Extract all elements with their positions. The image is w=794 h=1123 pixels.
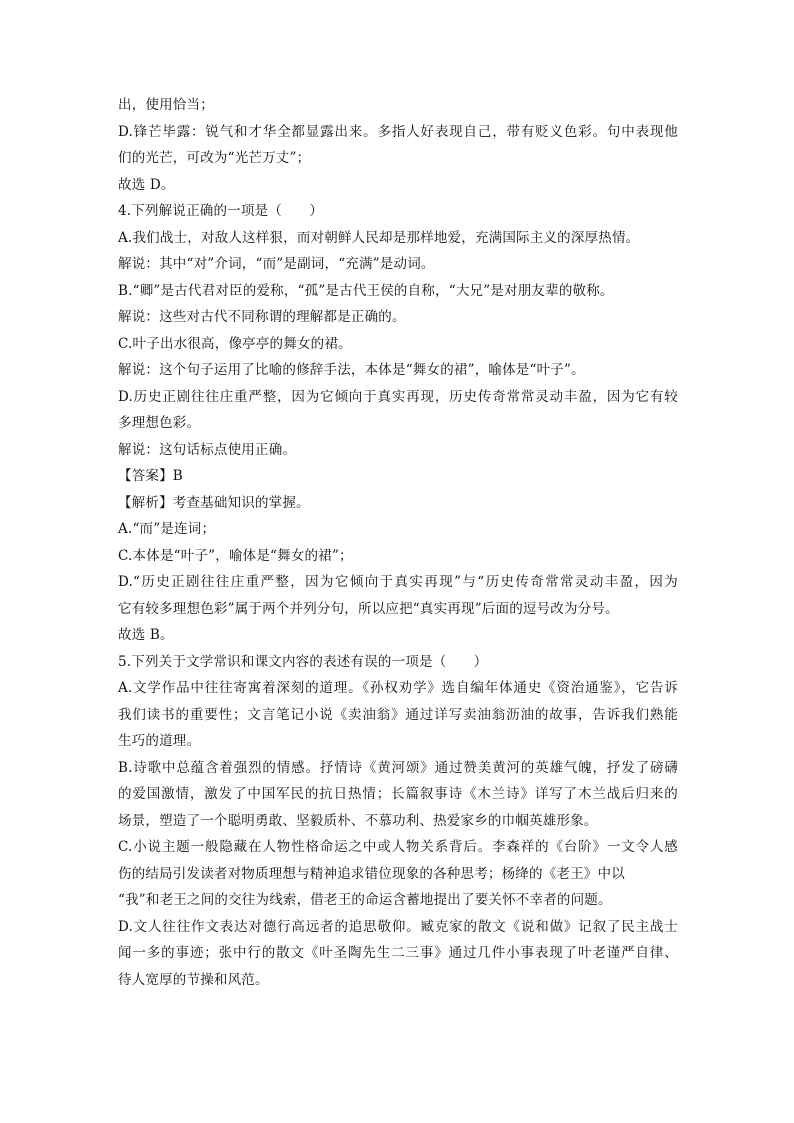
analysis-c: C.本体是“叶子”，喻体是“舞女的裙”； <box>118 547 353 564</box>
choice-b: 故选 B。 <box>118 627 174 643</box>
option-c: C.叶子出水很高，像亭亭的舞女的裙。 <box>118 335 352 352</box>
text-line: 出，使用恰当； <box>118 97 214 113</box>
q5-option-d: D.文人往往作文表达对德行高远者的追思敬仰。臧克家的散文《说和做》记叙了民主战士 <box>118 918 678 935</box>
analysis-label: 【解析】考查基础知识的掌握。 <box>118 494 310 511</box>
text-line: 们的光芒，可改为“光芒万丈”； <box>118 150 311 166</box>
q5-option-b-end: 场景，塑造了一个聪明勇敢、坚毅质朴、不慕功利、热爱家乡的巾帼英雄形象。 <box>118 812 598 829</box>
answer-label: 【答案】B <box>118 468 183 484</box>
text-line: D.锋芒毕露：锐气和才华全都显露出来。多指人好表现自己，带有贬义色彩。句中表现他 <box>118 123 678 140</box>
option-d: D.历史正剧往往庄重严整，因为它倾向于真实再现，历史传奇常常灵动丰盈，因为它有较 <box>118 388 678 405</box>
analysis-d-continued: 它有较多理想色彩”属于两个并列分句，所以应把“真实再现”后面的逗号改为分号。 <box>118 600 619 617</box>
question-5-stem: 5.下列关于文学常识和课文内容的表述有误的一项是（ ） <box>118 653 488 670</box>
text-line: 故选 D。 <box>118 176 175 193</box>
q5-option-c: C.小说主题一般隐藏在人物性格命运之中或人物关系背后。李森祥的《台阶》一文令人感 <box>118 839 678 855</box>
option-d-continued: 多理想色彩。 <box>118 415 201 431</box>
explanation-a: 解说：其中“对”介词，“而”是副词，“充满”是动词。 <box>118 256 435 272</box>
q5-option-a: A.文学作品中往往寄寓着深刻的道理。《孙权劝学》选自编年体通史《资治通鉴》，它告诉 <box>118 680 678 696</box>
explanation-d: 解说：这句话标点使用正确。 <box>118 441 297 458</box>
q5-option-d-end: 待人宽厚的节操和风范。 <box>118 971 269 988</box>
q5-option-b: B.诗歌中总蕴含着强烈的情感。抒情诗《黄河颂》通过赞美黄河的英雄气魄，抒发了磅礴 <box>118 759 678 776</box>
analysis-a: A.“而”是连词； <box>118 521 216 537</box>
explanation-b: 解说：这些对古代不同称谓的理解都是正确的。 <box>118 309 406 325</box>
option-a: A.我们战士，对敌人这样狠，而对朝鲜人民却是那样地爱，充满国际主义的深厚热情。 <box>118 229 640 246</box>
q5-option-a-continued: 我们读书的重要性；文言笔记小说《卖油翁》通过详写卖油翁沥油的故事，告诉我们熟能 <box>118 706 678 723</box>
explanation-c: 解说：这个句子运用了比喻的修辞手法，本体是“舞女的裙”，喻体是“叶子”。 <box>118 362 585 378</box>
document-page <box>118 92 678 993</box>
question-4-stem: 4.下列解说正确的一项是（ ） <box>118 203 324 219</box>
option-b: B.“卿”是古代君对臣的爱称，“孤”是古代王侯的自称，“大兄”是对朋友辈的敬称。 <box>118 282 614 299</box>
q5-option-b-continued: 的爱国激情，激发了中国军民的抗日热情；长篇叙事诗《木兰诗》详写了木兰战后归来的 <box>118 786 678 802</box>
analysis-d: D.“历史正剧往往庄重严整，因为它倾向于真实再现”与“历史传奇常常灵动丰盈，因为 <box>118 574 678 590</box>
q5-option-d-continued: 闻一多的事迹；张中行的散文《叶圣陶先生二三事》通过几件小事表现了叶老谨严自律、 <box>118 945 678 961</box>
q5-option-c-end: “我”和老王之间的交往为线索，借老王的命运含蓄地提出了要关怀不幸者的问题。 <box>118 892 612 908</box>
q5-option-c-continued: 伤的结局引发读者对物质理想与精神追求错位现象的各种思考；杨绛的《老王》中以 <box>118 865 625 882</box>
q5-option-a-end: 生巧的道理。 <box>118 733 201 749</box>
